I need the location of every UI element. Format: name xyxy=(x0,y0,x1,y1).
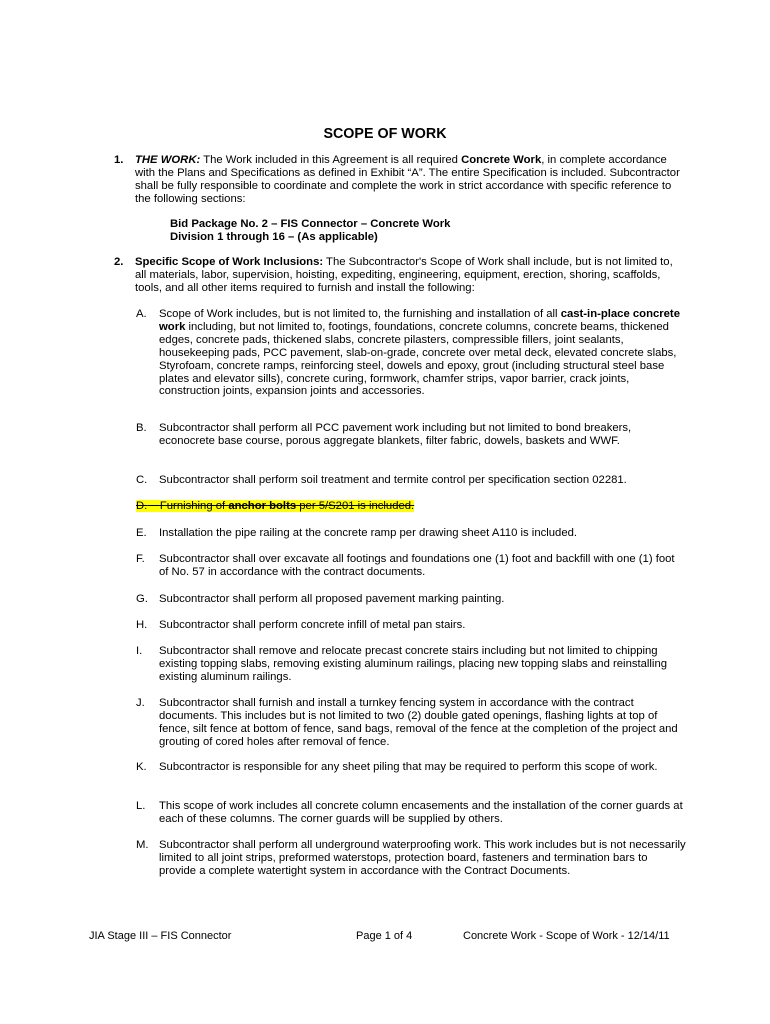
item-text: This scope of work includes all concrete column encasements and the installation of the corner guards at each of these columns. The corner guards will be supplied by others. xyxy=(159,800,683,825)
item-letter: M. xyxy=(136,839,149,851)
item-bold-text: cast-in-place concrete work xyxy=(159,308,680,333)
item-text: Subcontractor shall remove and relocate precast concrete stairs including but not limited to chipping existing topping slabs, removing existing aluminum railings, placing new topping slabs and reinstalling existing aluminum railings. xyxy=(159,645,668,683)
footer-project: JIA Stage III – FIS Connector xyxy=(89,930,232,942)
item-text: Subcontractor shall perform all proposed pavement marking painting. xyxy=(159,593,505,605)
item-text-part: per 5/S201 is included. xyxy=(296,500,415,512)
page-title: SCOPE OF WORK xyxy=(323,126,447,142)
item-text: Subcontractor is responsible for any sheet piling that may be required to perform this scope of work. xyxy=(159,761,658,773)
item-letter: I. xyxy=(136,645,143,657)
item-letter: A. xyxy=(136,308,147,320)
list-item-a xyxy=(136,308,686,398)
item-text-part: including, but not limited to, footings, foundations, concrete columns, concrete beams, thickened edges, concrete pads, thickened slabs, concrete pilasters, compressible fillers, joint sealants, housekeeping pads, PCC pavement, slab-on-grade, concrete over metal deck, elevated concrete slabs, Styrofoam, concrete ramps, reinforcing steel, dowels and epoxy, grout (including structural steel base plates and elevator sills), concrete curing, formwork, chamfer strips, vapor barrier, crack joints, construction joints, expansion joints and accessories. xyxy=(159,320,677,398)
list-item-i xyxy=(136,645,686,684)
section-1-text xyxy=(135,154,684,206)
item-letter: G. xyxy=(136,593,148,605)
list-item-h xyxy=(136,619,686,632)
item-text xyxy=(159,308,686,398)
list-item-g xyxy=(136,593,686,606)
item-letter: J. xyxy=(136,697,145,709)
section-number: 1. xyxy=(114,154,124,166)
section-2-text xyxy=(135,256,684,295)
item-bold-text: anchor bolts xyxy=(228,500,297,512)
item-text: Subcontractor shall over excavate all footings and foundations one (1) foot and backfill with one (1) foot of No. 57 in accordance with the contract documents. xyxy=(159,553,675,578)
section-number: 2. xyxy=(114,256,124,268)
item-text-part: Scope of Work includes, but is not limited to, the furnishing and installation of all xyxy=(159,308,561,320)
list-item-k xyxy=(136,761,686,774)
list-item-j xyxy=(136,697,686,749)
item-letter: B. xyxy=(136,422,147,434)
item-text-part: Furnishing of xyxy=(159,500,229,512)
item-letter: C. xyxy=(136,474,148,486)
item-text: Subcontractor shall perform all PCC pavement work including but not limited to bond breakers, econocrete base course, porous aggregate blankets, filter fabric, dowels, baskets and WWF. xyxy=(159,422,632,447)
footer-doc-title: Concrete Work - Scope of Work - 12/14/11 xyxy=(463,930,670,942)
section-2 xyxy=(114,256,684,295)
item-letter: E. xyxy=(136,527,147,539)
item-text: Subcontractor shall furnish and install a turnkey fencing system in accordance with the contract documents. This includes but is not limited to two (2) double gated openings, flashing lights at top of fence, silt fence at bottom of fence, sand bags, removal of the fence at the completion of the project and grouting of cored holes after removal of fence. xyxy=(159,697,678,748)
item-letter: F. xyxy=(136,553,145,565)
list-item-l xyxy=(136,800,686,826)
list-item-b xyxy=(136,422,686,448)
list-item-e xyxy=(136,527,686,540)
item-text: Installation the pipe railing at the concrete ramp per drawing sheet A110 is included. xyxy=(159,527,578,539)
section-text: , in complete accordance with the Plans and Specifications as defined in Exhibit “A”. The entire Specification is included. Subcontractor shall be fully responsible to coordinate and complete the work in strict accordance with specific reference to the following sections: xyxy=(135,154,680,205)
division-line: Division 1 through 16 – (As applicable) xyxy=(170,231,378,243)
section-text: The Work included in this Agreement is all required xyxy=(200,154,462,166)
item-letter: D. xyxy=(136,500,148,512)
section-text: The Subcontractor's Scope of Work shall include, but is not limited to, all materials, labor, supervision, hoisting, expediting, engineering, equipment, erection, shoring, scaffolds, tools, and all other items required to furnish and install the following: xyxy=(135,256,673,294)
section-bold-text: Concrete Work xyxy=(461,154,542,166)
item-text: Subcontractor shall perform all underground waterproofing work. This work includes but is not necessarily limited to all joint strips, preformed waterstops, protection board, fasteners and termination bars to provide a complete watertight system in accordance with the Contract Documents. xyxy=(159,839,686,877)
highlighted-struck-text xyxy=(136,500,414,512)
list-item-c xyxy=(136,474,686,487)
list-item-f xyxy=(136,553,686,579)
item-letter: K. xyxy=(136,761,147,773)
footer-page-number: Page 1 of 4 xyxy=(356,930,413,942)
item-letter: H. xyxy=(136,619,148,631)
list-item-d-struck xyxy=(136,500,686,513)
list-item-m xyxy=(136,839,686,878)
item-text: Subcontractor shall perform soil treatment and termite control per specification section 02281. xyxy=(159,474,627,486)
section-1 xyxy=(114,154,684,206)
section-heading: THE WORK: xyxy=(135,154,201,166)
bid-package-line: Bid Package No. 2 – FIS Connector – Concrete Work xyxy=(170,218,451,230)
item-letter: L. xyxy=(136,800,146,812)
section-heading: Specific Scope of Work Inclusions: xyxy=(135,256,324,268)
item-text: Subcontractor shall perform concrete infill of metal pan stairs. xyxy=(159,619,466,631)
